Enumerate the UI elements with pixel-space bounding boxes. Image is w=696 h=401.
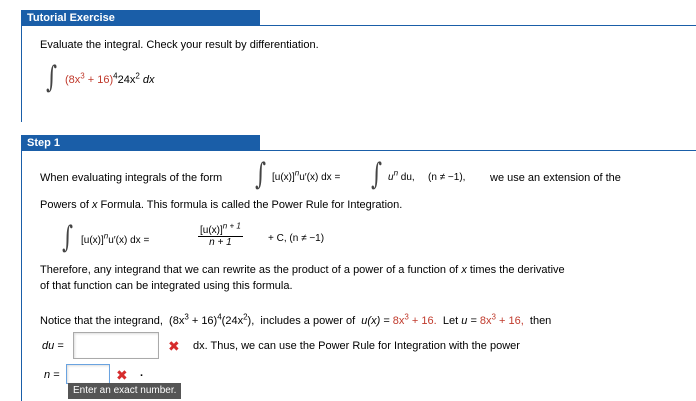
notice-line: Notice that the integrand, $(8x^3 + 16)^4(24x^2)$, includes a power of $u(x) = 8x^3 + 16$. Let $u = 8x^3 + 16$, then bbox=[40, 312, 552, 327]
tutorial-left-rule bbox=[21, 25, 22, 122]
rule-tail: + C, (n ≠ −1) bbox=[268, 233, 325, 244]
p1-before-text: When evaluating integrals of the form bbox=[40, 172, 223, 184]
notice-u-value: $8x^3 + 16$. bbox=[392, 312, 437, 327]
integral-sign-icon: ∫ bbox=[46, 60, 57, 95]
rule-fraction: $\frac{[u(x)]^{n + 1}}{n + 1}$ bbox=[200, 221, 241, 248]
tutorial-header-rule bbox=[21, 25, 696, 26]
du-label: du = bbox=[42, 340, 64, 352]
n-input-tooltip: Enter an exact number. bbox=[68, 383, 181, 399]
du-suffix-text: dx. Thus, we can use the Power Rule for Integration with the power bbox=[193, 340, 520, 352]
form-condition: (n ≠ −1), bbox=[428, 172, 466, 183]
step1-header-rule bbox=[21, 150, 696, 151]
integral-sign-icon: ∫ bbox=[371, 157, 382, 192]
rule-lhs: $[u(x)]^nu'(x)$ dx = bbox=[81, 231, 150, 246]
p1-after-text: we use an extension of the bbox=[490, 172, 621, 184]
p2-text: Powers of x Formula. This formula is called the Power Rule for Integration. bbox=[40, 199, 403, 211]
form-lhs: $[u(x)]^nu'(x)$ dx = bbox=[272, 168, 341, 183]
integral-sign-icon: ∫ bbox=[255, 157, 266, 192]
notice-integrand-expr: $(8x^3 + 16)^4(24x^2)$, bbox=[169, 312, 255, 327]
incorrect-x-icon: ✖ bbox=[168, 338, 180, 354]
period-text: . bbox=[140, 367, 144, 379]
step1-header: Step 1 bbox=[21, 135, 260, 151]
p3-line2: of that function can be integrated using this formula. bbox=[40, 280, 293, 292]
p3-line1: Therefore, any integrand that we can rewrite as the product of a power of a function of x times the derivative bbox=[40, 264, 565, 276]
instruction-text: Evaluate the integral. Check your result by differentiation. bbox=[40, 39, 319, 51]
tutorial-exercise-header: Tutorial Exercise bbox=[21, 10, 260, 26]
integral-sign-icon: ∫ bbox=[62, 220, 73, 255]
problem-integral: $(8x^3 + 16)^424x^2$ dx bbox=[65, 71, 155, 86]
form-rhs: $u^n$ du, bbox=[388, 168, 415, 183]
incorrect-x-icon: ✖ bbox=[116, 367, 128, 383]
notice-let-value: $8x^3 + 16$, bbox=[479, 312, 524, 327]
step1-left-rule bbox=[21, 150, 22, 401]
n-label: n = bbox=[44, 369, 60, 381]
du-input[interactable] bbox=[73, 332, 159, 359]
n-input[interactable] bbox=[66, 364, 110, 384]
